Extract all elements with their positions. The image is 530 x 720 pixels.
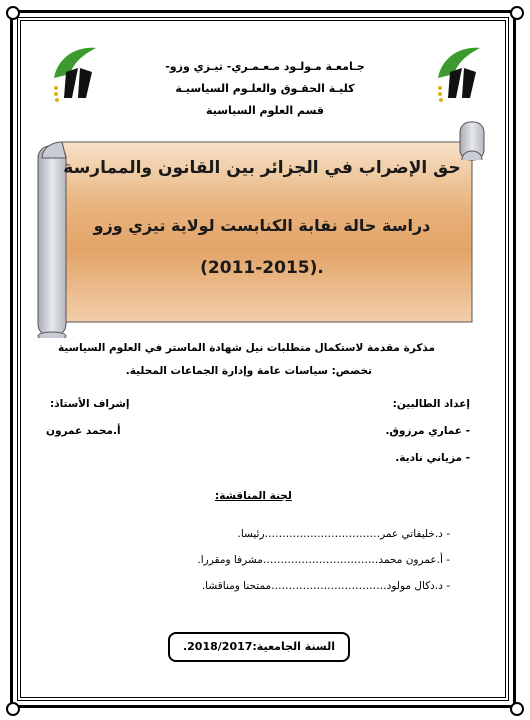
university-logo-left — [48, 44, 102, 104]
supervisor-label: إشراف الأستاذ: — [50, 398, 130, 410]
student-name-1: - عماري مرزوق. — [385, 425, 470, 437]
committee-member-role: رئيسا. — [237, 528, 265, 540]
thesis-subtitle: دراسة حالة نقابة الكنابست لولاية تيزي وزو — [93, 216, 431, 235]
committee-member-name: - أ.عمرون محمد — [378, 554, 450, 566]
thesis-period: (2011-2015). — [200, 258, 324, 278]
department-name: قسم العلوم السياسية — [206, 104, 324, 117]
corner-ornament-top-left — [6, 6, 20, 20]
supervisor-name: أ.محمد عمرون — [46, 425, 121, 437]
memo-purpose: مذكرة مقدمة لاستكمال متطلبات نيل شهادة الماستر في العلوم السياسية — [57, 342, 435, 354]
corner-ornament-bottom-right — [510, 702, 524, 716]
dot-leader: …………………………… — [271, 580, 387, 592]
committee-member-2 — [40, 554, 450, 566]
corner-ornament-bottom-left — [6, 702, 20, 716]
university-name: جـامعـة مـولـود مـعـمـري- تيـزي وزو- — [165, 60, 365, 73]
faculty-name: كليـة الحقـوق والعلـوم السياسيـة — [175, 82, 355, 95]
thesis-title: حق الإضراب في الجزائر بين القانون والممارسة — [63, 158, 461, 178]
academic-year-box: السنة الجامعية:2018/2017. — [168, 632, 350, 662]
memo-specialty: تخصص: سياسات عامة وإدارة الجماعات المحلية. — [125, 365, 372, 377]
dot-leader: …………………………… — [264, 528, 381, 540]
committee-member-3 — [40, 580, 450, 592]
committee-member-name: - د.خليفاتي عمر — [380, 528, 450, 540]
university-logo-right — [432, 44, 486, 104]
committee-member-1 — [40, 528, 450, 540]
corner-ornament-top-right — [510, 6, 524, 20]
committee-member-role: ممتحنا ومناقشا. — [201, 580, 272, 592]
students-label: إعداد الطالبين: — [392, 398, 470, 410]
committee-member-name: - د.دكال مولود — [386, 580, 450, 592]
dot-leader: …………………………… — [262, 554, 379, 566]
committee-label: لجنة المناقشة: — [215, 490, 292, 502]
committee-member-role: مشرفا ومقررا. — [197, 554, 263, 566]
student-name-2: - مزياني نادية. — [395, 452, 470, 464]
